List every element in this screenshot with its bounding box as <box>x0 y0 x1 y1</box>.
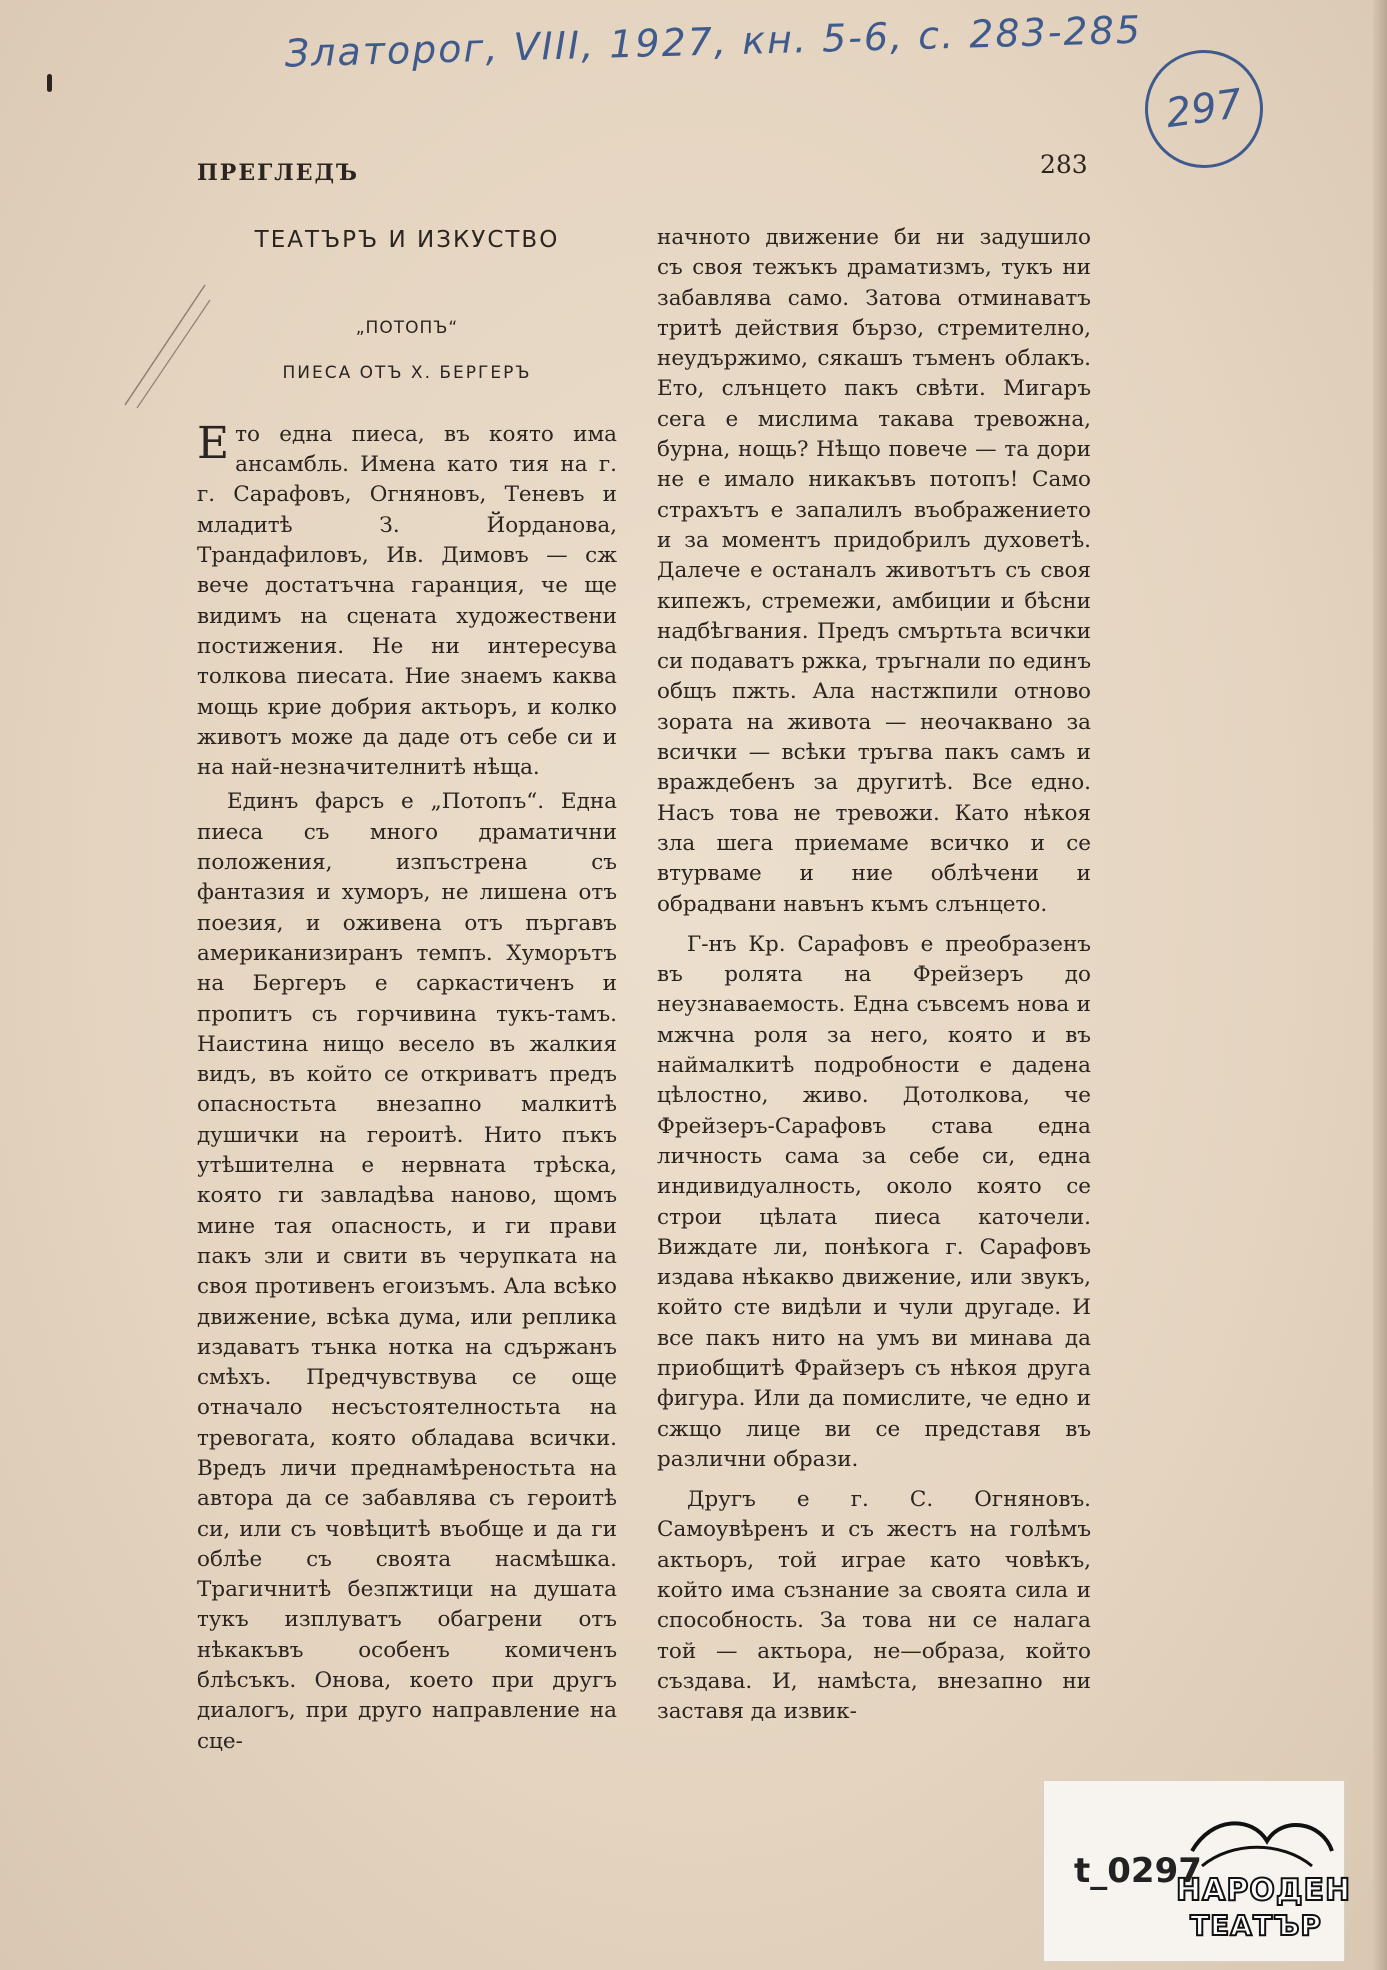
paragraph-3: начното движение би ни задушило съ своя тежъкъ драматизмъ, тукъ ни забавлява само. Затова отминаватъ тритѣ действия бързо, стремително, неудържимо, сякашъ тъменъ облакъ. Ето, слънцето пакъ свѣти. Мигаръ сега е мислима такава тревожна, бурна, нощь? Нѣщо повече — та дори не е имало никакъвъ потопъ! Само страхътъ е запалилъ въображението и за моментъ придобрилъ духоветѣ. Далече е останалъ животътъ съ своя кипежъ, стремежи, амбиции и бѣсни надбѣгвания. Предъ смъртьта всички си подаватъ ржка, тръгнали по единъ общъ пжть. Ала настжпили отново зората на живота — неочаквано за всички — всѣки тръгва пакъ самъ и враждебенъ за другитѣ. Все едно. Насъ това не тревожи. Като нѣкоя зла шега приемаме всичко и се втурваме и ние облѣчени и обрадвани навънъ къмъ слънцето. <box>657 225 1091 917</box>
ink-mark <box>47 74 52 92</box>
paragraph-2 <box>197 787 617 1757</box>
paragraph-1 <box>197 417 617 784</box>
left-column <box>197 225 617 1761</box>
play-title: „ПОТОПЪ“ <box>355 318 459 339</box>
circled-archive-number: 297 <box>1137 42 1270 175</box>
pencil-stroke <box>125 285 205 405</box>
section-title: ТЕАТЪРЪ И ИЗКУСТВО <box>254 227 560 253</box>
drop-cap: Е <box>197 417 230 469</box>
page-number: 283 <box>1040 150 1088 179</box>
paragraph-1-text: то една пиеса, въ която има ансамбль. Имена като тия на г. г. Сарафовъ, Огняновъ, Теневъ и младитѣ З. Йорданова, Трандафиловъ, Ив. Димовъ — сж вече достатъчна гаранция, че ще видимъ на сцената художествени постижения. Не ни интересува толкова пиесата. Ние знаемъ каква мощь крие добрия актьоръ, и колко животъ може да даде отъ себе си и на най-незначителнитѣ нѣща. <box>197 421 617 781</box>
page-edge <box>1373 0 1387 1970</box>
paragraph-4 <box>657 930 1091 1475</box>
stamp-line-1: НАРОДЕН <box>1176 1873 1352 1908</box>
paragraph-2-text: Единъ фарсъ е „Потопъ“. Една пиеса съ много драматични положения, изпъстрена съ фантазия и хуморъ, не лишена отъ поезия, и оживена отъ пъргавъ американизиранъ темпъ. Хуморътъ на Бергеръ е саркастиченъ и пропитъ съ горчивина тукъ-тамъ. Наистина нищо весело въ жалкия видъ, въ който се откриватъ предъ опасностьта внезапно малкитѣ душички на героитѣ. Нито пъкъ утѣшителна е нервната трѣска, която ги завладѣва наново, щомъ мине тая опасность, и ги прави пакъ зли и свити въ черупката на своя противенъ егоизъмъ. Ала всѣко движение, всѣка дума, или реплика издаватъ тънка нотка на сдържанъ смѣхъ. Предчувствува се още отначало несъстоятелностьта на тревогата, която обладава всички. Вредъ личи преднамѣреностьта на автора да се забавлява съ героитѣ си, или съ човѣцитѣ въобще и да ги облѣе съ своята насмѣшка. Трагичнитѣ безпжтици на душата тукъ изплуватъ обагрени отъ нѣкакъвъ особенъ комиченъ блѣсъкъ. Онова, което при другъ диалогъ, при друго направление на сце- <box>197 789 617 1754</box>
running-head-section: ПРЕГЛЕДЪ <box>197 160 360 186</box>
archive-code: t_0297 <box>1074 1851 1202 1891</box>
paragraph-5-text: Другъ е г. С. Огняновъ. Самоувѣренъ и съ жестъ на голѣмъ актьоръ, той играе като човѣкъ, който има съзнание за своята сила и способность. За това ни се налага той — актьора, не—образа, който създава. И, намѣста, внезапно ни заставя да извик- <box>657 1487 1091 1725</box>
right-column <box>657 223 1091 1738</box>
archive-stamp <box>1043 1780 1352 1962</box>
stamp-line-2: ТЕАТЪР <box>1190 1909 1322 1942</box>
paragraph-5 <box>657 1485 1091 1727</box>
play-subtitle: ПИЕСА ОТЪ Х. БЕРГЕРЪ <box>282 362 532 383</box>
paragraph-4-text: Г-нъ Кр. Сарафовъ е преобразенъ въ ролята на Фрейзеръ до неузнаваемость. Една съвсемъ нова и мжчна роля за него, която и въ наймалкитѣ подробности е дадена цѣлостно, живо. Дотолкова, че Фрейзеръ-Сарафовъ става една личность сама за себе си, една индивидуалность, около която се строи цѣлата пиеса каточели. Виждате ли, понѣкога г. Сарафовъ издава нѣкакво движение, или звукъ, който сте видѣли и чули другаде. И все пакъ нито на умъ ви минава да приобщитѣ Фрайзеръ съ нѣкоя друга фигура. Или да помислите, че едно и сжщо лице ви се представя въ различни образи. <box>657 931 1091 1472</box>
handwritten-reference: Златорог, VIII, 1927, кн. 5-6, с. 283-285 <box>284 7 1143 76</box>
